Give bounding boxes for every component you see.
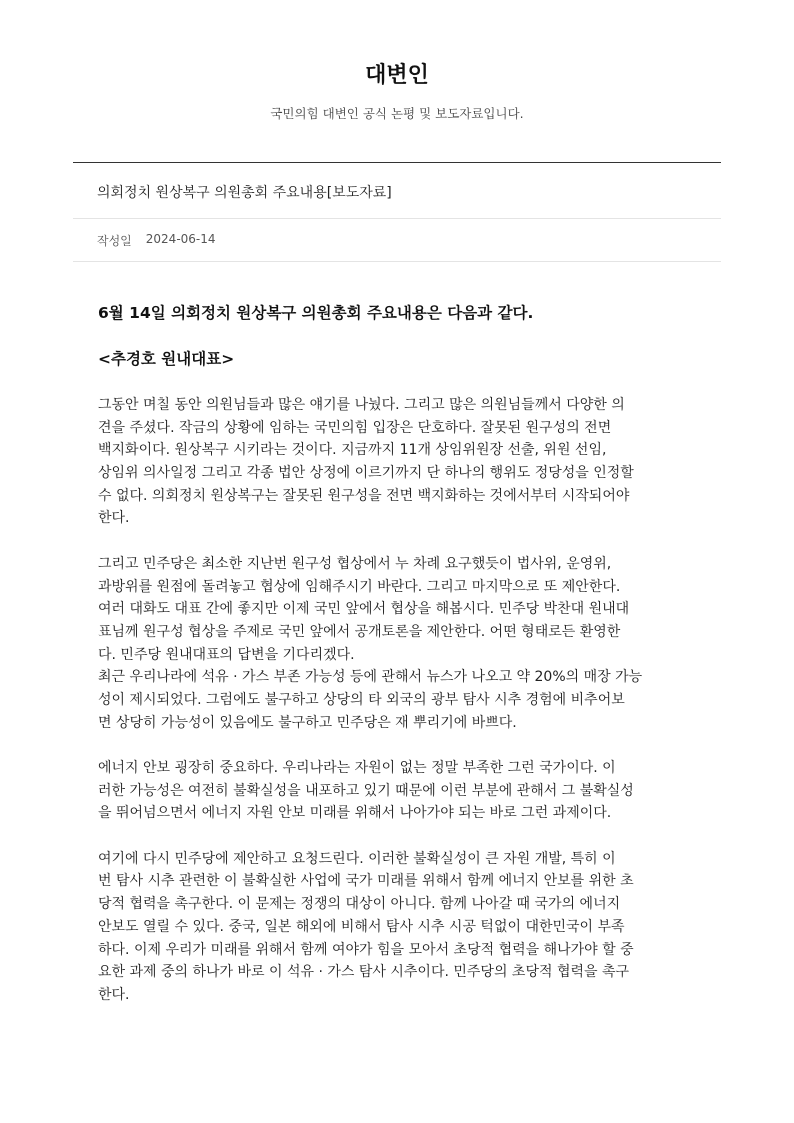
paragraph-line: 하다. 이제 우리가 미래를 위해서 함께 여야가 힘을 모아서 초당적 협력을 해나가야 할 중 [98,941,634,958]
article-lead: 6월 14일 의회정치 원상복구 의원총회 주요내용은 다음과 같다. [98,304,534,322]
body-paragraph [98,553,696,735]
paragraph-line: 여기에 다시 민주당에 제안하고 요청드린다. 이러한 불확실성이 큰 자원 개발, 특히 이 [98,850,616,867]
paragraph-line: 과방위를 원점에 돌려놓고 협상에 임해주시기 바란다. 그리고 마지막으로 또 제안한다. [98,578,621,595]
paragraph-line: 그동안 며칠 동안 의원님들과 많은 얘기를 나눴다. 그리고 많은 의원님들께서 다양한 의 [98,397,625,413]
paragraph-line: 을 뛰어넘으면서 에너지 자원 안보 미래를 위해서 나아가야 되는 바로 그런 과제이다. [98,805,612,822]
article-meta [97,232,216,249]
paragraph-line: 당적 협력을 촉구한다. 이 문제는 정쟁의 대상이 아니다. 함께 나아갈 때 국가의 에너지 [98,896,621,913]
date-label: 작성일 [97,234,132,248]
paragraph-line: 최근 우리나라에 석유 · 가스 부존 가능성 등에 관해서 뉴스가 나오고 약 20%의 매장 가능 [98,669,643,686]
paragraph-line: 백지화이다. 원상복구 시키라는 것이다. 지금까지 11개 상임위원장 선출, 위원 선임, [98,442,607,459]
article-body [98,300,696,1007]
paragraph-line: 안보도 열릴 수 있다. 중국, 일본 해외에 비해서 탐사 시추 시공 턱없이 대한민국이 부족 [98,918,625,935]
meta-divider [73,261,721,262]
paragraph-line: 여러 대화도 대표 간에 좋지만 이제 국민 앞에서 협상을 해봅시다. 민주당 박찬대 원내대 [98,601,630,618]
article-title: 의회정치 원상복구 의원총회 주요내용[보도자료] [97,185,392,201]
site-title: 대변인 [365,63,429,88]
paragraph-line: 성이 제시되었다. 그럼에도 불구하고 상당의 타 외국의 광부 탐사 시추 경험에 비추어보 [98,691,625,708]
paragraph-line: 한다. [98,986,130,1003]
site-subtitle: 국민의힘 대변인 공식 논평 및 보도자료입니다. [270,106,524,121]
speaker-heading: <추경호 원내대표> [98,350,235,368]
paragraph-list [98,394,696,1007]
publish-date: 2024-06-14 [145,232,216,246]
paragraph-line: 한다. [98,510,130,527]
paragraph-line: 에너지 안보 굉장히 중요하다. 우리나라는 자원이 없는 정말 부족한 그런 국가이다. 이 [98,760,616,776]
paragraph-line: 다. 민주당 원내대표의 답변을 기다리겠다. [98,646,355,663]
paragraph-line: 표님께 원구성 협상을 주제로 국민 앞에서 공개토론을 제안한다. 어떤 형태로든 환영한 [98,623,621,640]
paragraph-line: 상임위 의사일정 그리고 각종 법안 상정에 이르기까지 단 하나의 행위도 정당성을 인정할 [98,465,634,482]
header-divider [73,162,721,163]
title-divider [73,218,721,219]
body-paragraph [98,848,696,1007]
paragraph-line: 견을 주셨다. 작금의 상황에 임하는 국민의힘 입장은 단호하다. 잘못된 원구성의 전면 [98,419,612,436]
body-paragraph [98,394,696,530]
paragraph-line: 수 없다. 의회정치 원상복구는 잘못된 원구성을 전면 백지화하는 것에서부터 시작되어야 [98,487,630,504]
body-paragraph [98,757,696,825]
paragraph-line: 요한 과제 중의 하나가 바로 이 석유 · 가스 탐사 시추이다. 민주당의 초당적 협력을 촉구 [98,964,630,981]
paragraph-line: 면 상당히 가능성이 있음에도 불구하고 민주당은 재 뿌리기에 바쁘다. [98,714,517,731]
paragraph-line: 그리고 민주당은 최소한 지난번 원구성 협상에서 누 차례 요구했듯이 법사위, 운영위, [98,555,612,572]
paragraph-line: 번 탐사 시추 관련한 이 불확실한 사업에 국가 미래를 위해서 함께 에너지 안보를 위한 초 [98,873,634,890]
paragraph-line: 러한 가능성은 여전히 불확실성을 내포하고 있기 때문에 이런 부분에 관해서 그 불확실성 [98,782,634,799]
